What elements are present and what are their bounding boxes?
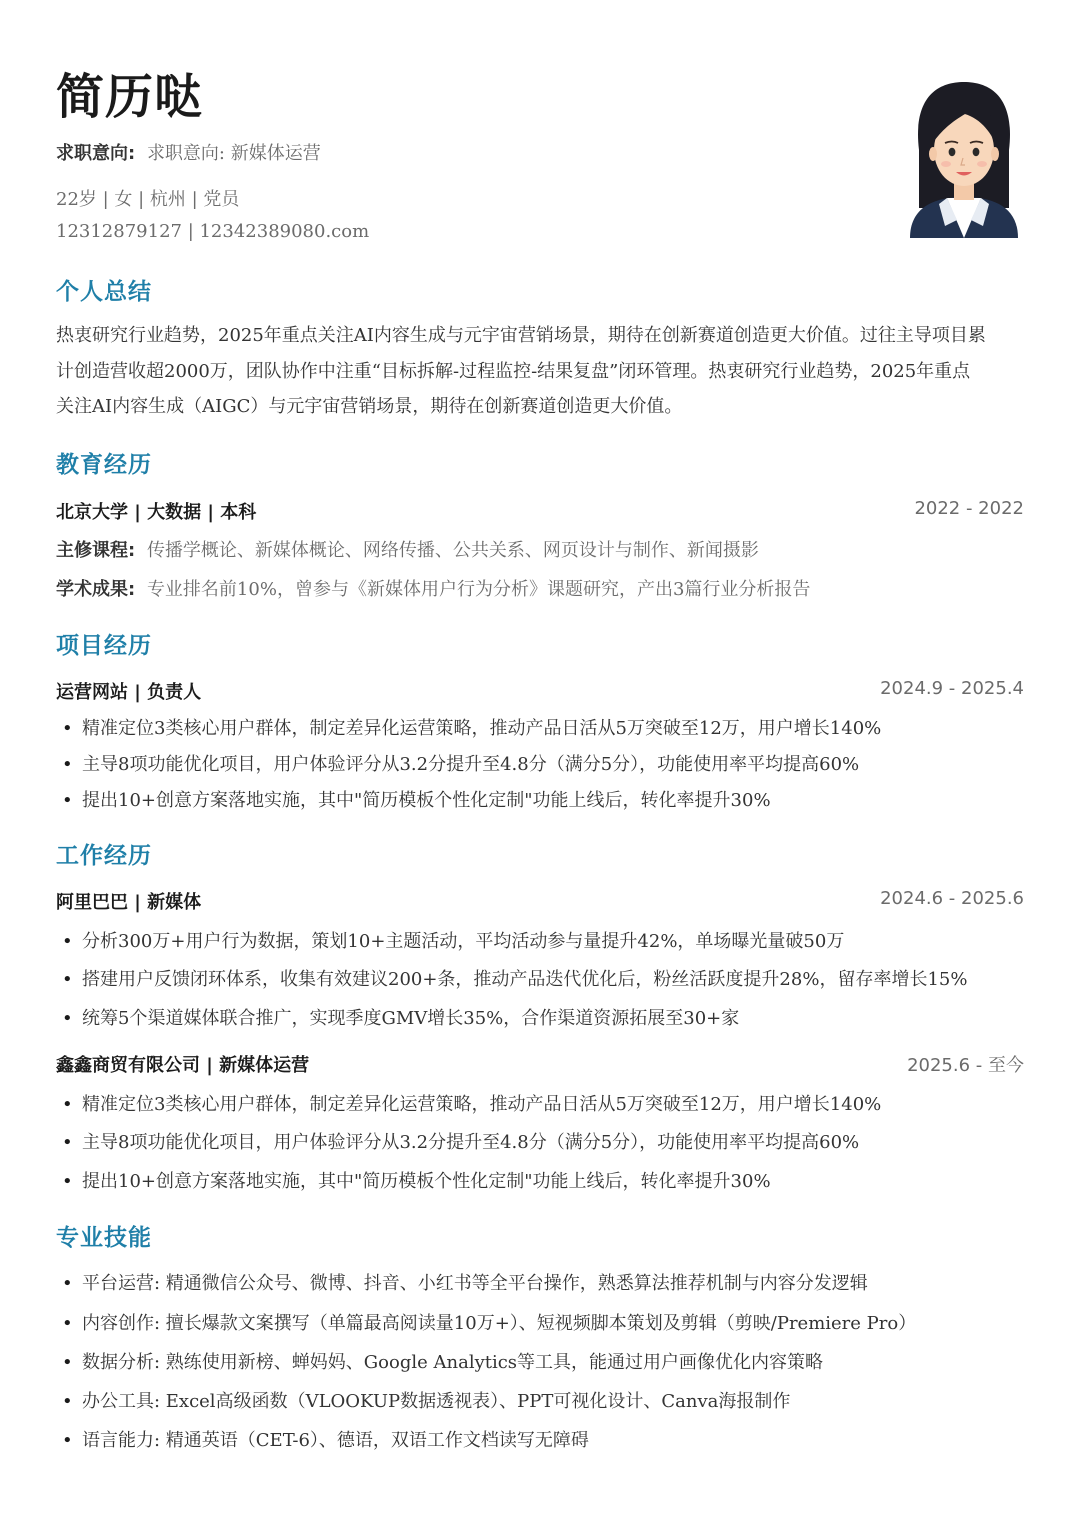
project-bullet: • 主导8项功能优化项目，用户体验评分从3.2分提升至4.8分（满分5分），功能使用率平均提高60% <box>62 750 859 776</box>
summary-text <box>56 318 1026 425</box>
education-courses <box>56 536 759 562</box>
candidate-name: 简历哒 <box>56 69 204 125</box>
work-entry-header <box>56 888 1024 914</box>
work-bullet: • 精准定位3类核心用户群体，制定差异化运营策略，推动产品日活从5万突破至12万，用户增长140% <box>62 1090 881 1116</box>
work-company: 鑫鑫商贸有限公司 | 新媒体运营 <box>56 1055 310 1076</box>
avatar <box>905 80 1023 238</box>
projects-section-title: 项目经历 <box>56 633 152 659</box>
education-section-title: 教育经历 <box>56 452 152 478</box>
work-company: 阿里巴巴 | 新媒体 <box>56 892 202 913</box>
work-bullet: • 提出10+创意方案落地实施，其中"简历模板个性化定制"功能上线后，转化率提升30% <box>62 1167 771 1193</box>
work-bullet: • 主导8项功能优化项目，用户体验评分从3.2分提升至4.8分（满分5分），功能使用率平均提高60% <box>62 1128 859 1154</box>
project-name: 运营网站 | 负责人 <box>56 682 202 703</box>
summary-line: 热衷研究行业趋势，2025年重点关注AI内容生成与元宇宙营销场景，期待在创新赛道创造更大价值。过往主导项目累 <box>56 325 986 346</box>
education-achievements <box>56 575 810 601</box>
work-bullet: • 分析300万+用户行为数据，策划10+主题活动，平均活动参与量提升42%，单场曝光量破50万 <box>62 927 844 953</box>
work-bullet: • 统筹5个渠道媒体联合推广，实现季度GMV增长35%，合作渠道资源拓展至30+家 <box>62 1004 739 1030</box>
skill-item: • 内容创作: 擅长爆款文案撰写（单篇最高阅读量10万+）、短视频脚本策划及剪辑（剪映/Premiere Pro） <box>62 1309 916 1335</box>
achievements-label: 学术成果: <box>56 579 136 600</box>
project-bullet: • 精准定位3类核心用户群体，制定差异化运营策略，推动产品日活从5万突破至12万，用户增长140% <box>62 714 881 740</box>
work-entry-header <box>56 1051 1024 1077</box>
job-intent-value: 求职意向: 新媒体运营 <box>146 143 321 164</box>
skill-item: • 数据分析: 熟练使用新榜、蝉妈妈、Google Analytics等工具，能通过用户画像优化内容策略 <box>62 1348 823 1374</box>
skill-item: • 办公工具: Excel高级函数（VLOOKUP数据透视表）、PPT可视化设计、Canva海报制作 <box>62 1387 790 1413</box>
work-bullet: • 搭建用户反馈闭环体系，收集有效建议200+条，推动产品迭代优化后，粉丝活跃度提升28%，留存率增长15% <box>62 965 967 991</box>
project-bullet: • 提出10+创意方案落地实施，其中"简历模板个性化定制"功能上线后，转化率提升30% <box>62 786 771 812</box>
courses-label: 主修课程: <box>56 540 136 561</box>
education-school: 北京大学 | 大数据 | 本科 <box>56 502 257 523</box>
contact-info: 12312879127 | 12342389080.com <box>56 221 370 242</box>
skill-item: • 语言能力: 精通英语（CET-6）、德语，双语工作文档读写无障碍 <box>62 1426 589 1452</box>
achievements-value: 专业排名前10%，曾参与《新媒体用户行为分析》课题研究，产出3篇行业分析报告 <box>146 579 811 600</box>
summary-line: 关注AI内容生成（AIGC）与元宇宙营销场景，期待在创新赛道创造更大价值。 <box>56 396 683 417</box>
project-entry-header <box>56 678 1024 704</box>
summary-section-title: 个人总结 <box>56 279 152 305</box>
basic-info: 22岁 | 女 | 杭州 | 党员 <box>56 189 240 210</box>
education-entry-header <box>56 498 1024 524</box>
courses-value: 传播学概论、新媒体概论、网络传播、公共关系、网页设计与制作、新闻摄影 <box>146 540 759 561</box>
skill-item: • 平台运营: 精通微信公众号、微博、抖音、小红书等全平台操作，熟悉算法推荐机制与内容分发逻辑 <box>62 1269 868 1295</box>
skills-section-title: 专业技能 <box>56 1225 152 1251</box>
job-intent <box>56 139 321 165</box>
work-date: 2024.6 - 2025.6 <box>880 888 1024 909</box>
work-section-title: 工作经历 <box>56 843 152 869</box>
education-date: 2022 - 2022 <box>914 498 1024 519</box>
work-date: 2025.6 - 至今 <box>907 1055 1024 1076</box>
job-intent-label: 求职意向: <box>56 143 136 164</box>
project-date: 2024.9 - 2025.4 <box>880 678 1024 699</box>
summary-line: 计创造营收超2000万，团队协作中注重“目标拆解-过程监控-结果复盘”闭环管理。热衷研究行业趋势，2025年重点 <box>56 360 971 382</box>
